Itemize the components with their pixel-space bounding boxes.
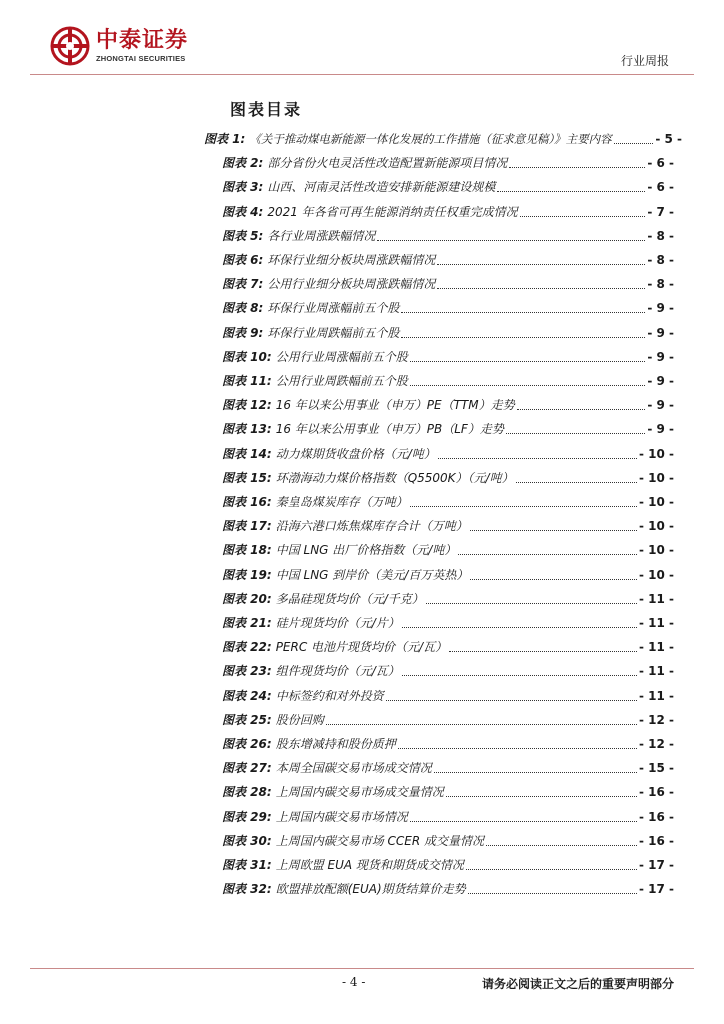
toc-item[interactable]	[222, 348, 674, 366]
toc-item-page: - 11 -	[638, 664, 674, 679]
toc-item-title: 公用行业周涨幅前五个股	[275, 349, 408, 364]
toc-item-page: - 10 -	[638, 543, 674, 558]
toc-item-leader-dots	[410, 505, 637, 507]
toc-item-leader-dots	[466, 868, 637, 870]
toc-item-label: 图表 13:	[222, 422, 272, 437]
toc-item-label: 图表 14:	[222, 446, 272, 461]
toc-item-title: 组件现货均价（元/瓦）	[275, 664, 400, 679]
toc-item-page: - 12 -	[638, 737, 674, 751]
toc-item-title: 环保行业周跌幅前五个股	[267, 325, 400, 340]
toc-item-title: 中国 LNG 出厂价格指数（元/吨）	[275, 543, 457, 558]
toc-item-page: - 10 -	[638, 495, 674, 509]
toc-item-page: - 10 -	[638, 567, 674, 582]
toc-item-label: 图表 15:	[222, 470, 272, 485]
toc-item[interactable]	[222, 396, 674, 414]
toc-item[interactable]	[222, 832, 674, 850]
toc-item-leader-dots	[398, 747, 637, 749]
toc-item-title: 秦皇岛煤炭库存（万吨）	[275, 495, 408, 509]
toc-item[interactable]	[204, 130, 682, 148]
toc-item[interactable]	[222, 517, 674, 535]
toc-item-label: 图表 10:	[222, 349, 272, 364]
logo-chinese-name: 中泰证券	[96, 28, 189, 53]
toc-item-page: - 10 -	[638, 446, 674, 461]
toc-item-title: 部分省份火电灵活性改造配置新能源项目情况	[267, 156, 508, 171]
page-header	[0, 0, 724, 80]
toc-item[interactable]	[222, 614, 674, 632]
toc-item[interactable]	[222, 735, 674, 753]
toc-item-page: - 9 -	[647, 398, 674, 413]
toc-item[interactable]	[222, 808, 674, 826]
toc-item-leader-dots	[470, 578, 637, 580]
toc-item-title: 各行业周涨跌幅情况	[267, 228, 376, 243]
toc-item[interactable]	[222, 275, 674, 293]
toc-item-title: 欧盟排放配额(EUA)期货结算价走势	[275, 882, 466, 897]
toc-item-title: 环保行业细分板块周涨跌幅情况	[267, 253, 436, 267]
toc-item-label: 图表 26:	[222, 737, 272, 751]
toc-item-title: 16 年以来公用事业（申万）PB（LF）走势	[275, 422, 504, 437]
toc-item-label: 图表 29:	[222, 809, 272, 824]
toc-item-page: - 15 -	[638, 761, 674, 776]
toc-item-leader-dots	[438, 457, 637, 459]
toc-item-leader-dots	[386, 699, 637, 701]
toc-item[interactable]	[222, 299, 674, 317]
page-number: - 4 -	[342, 975, 366, 989]
toc-item-title: 股份回购	[275, 712, 324, 727]
toc-item-leader-dots	[520, 215, 646, 217]
toc-item[interactable]	[222, 711, 674, 729]
toc-item-leader-dots	[401, 336, 645, 338]
toc-title: 图表目录	[230, 100, 303, 119]
toc-item[interactable]	[222, 541, 674, 559]
toc-item-leader-dots	[326, 723, 637, 725]
toc-item-title: 沿海六港口炼焦煤库存合计（万吨）	[275, 519, 468, 534]
toc-item-title: 上周国内碳交易市场成交量情况	[275, 785, 444, 800]
zhongtai-logo-icon	[50, 26, 90, 66]
toc-item-leader-dots	[377, 239, 645, 241]
disclaimer: 请务必阅读正文之后的重要声明部分	[481, 977, 674, 991]
toc-item-label: 图表 25:	[222, 712, 272, 727]
toc-item-label: 图表 18:	[222, 543, 272, 558]
toc-item-title: 环渤海动力煤价格指数（Q5500K）（元/吨）	[275, 470, 514, 485]
toc-item-label: 图表 2:	[222, 156, 264, 171]
toc-item-title: 上周国内碳交易市场情况	[275, 809, 408, 824]
toc-item-leader-dots	[402, 674, 637, 676]
toc-item[interactable]	[222, 638, 674, 656]
toc-item-label: 图表 28:	[222, 785, 272, 800]
toc-item[interactable]	[222, 469, 674, 487]
toc-item-page: - 11 -	[638, 640, 674, 655]
toc-item-leader-dots	[410, 384, 646, 386]
toc-item-label: 图表 1:	[204, 132, 246, 146]
toc-item-label: 图表 22:	[222, 640, 272, 655]
toc-item-page: - 16 -	[638, 785, 674, 800]
toc-item-page: - 10 -	[638, 519, 674, 534]
toc-item-label: 图表 12:	[222, 398, 272, 413]
toc-item[interactable]	[222, 880, 674, 898]
header-divider	[30, 74, 694, 75]
toc-item-leader-dots	[434, 771, 637, 773]
toc-item-label: 图表 5:	[222, 228, 264, 243]
toc-item-label: 图表 27:	[222, 761, 272, 776]
toc-item-title: 2021 年各省可再生能源消纳责任权重完成情况	[267, 204, 518, 219]
toc-item-title: 本周全国碳交易市场成交情况	[275, 761, 432, 776]
toc-item-leader-dots	[497, 190, 645, 192]
toc-item[interactable]	[222, 178, 674, 196]
toc-item-page: - 9 -	[647, 325, 674, 340]
toc-item-label: 图表 23:	[222, 664, 272, 679]
toc-item[interactable]	[222, 590, 674, 608]
toc-item-leader-dots	[410, 820, 637, 822]
toc-item-label: 图表 6:	[222, 253, 264, 267]
logo-english-name: ZHONGTAI SECURITIES	[96, 54, 186, 63]
toc-item[interactable]	[222, 251, 674, 269]
toc-item[interactable]	[222, 372, 674, 390]
toc-item-label: 图表 32:	[222, 882, 272, 897]
footer-divider	[30, 968, 694, 969]
toc-item-page: - 6 -	[647, 156, 674, 171]
toc-item-page: - 9 -	[647, 374, 674, 388]
toc-item-leader-dots	[437, 287, 645, 289]
toc-item-page: - 8 -	[647, 277, 674, 292]
toc-item-label: 图表 7:	[222, 277, 264, 292]
toc-item[interactable]	[222, 154, 674, 172]
toc-item-leader-dots	[506, 432, 645, 434]
toc-item-leader-dots	[402, 626, 637, 628]
toc-item-label: 图表 31:	[222, 858, 272, 872]
toc-item-page: - 11 -	[638, 616, 674, 630]
report-type: 行业周报	[620, 54, 669, 68]
toc-item-title: 环保行业周涨幅前五个股	[267, 301, 400, 316]
toc-item[interactable]	[222, 227, 674, 245]
toc-item-title: 公用行业细分板块周涨跌幅情况	[267, 277, 436, 292]
toc-item-label: 图表 17:	[222, 519, 272, 534]
toc-item-page: - 5 -	[655, 132, 682, 146]
toc-item-page: - 16 -	[638, 809, 674, 824]
toc-item-leader-dots	[509, 166, 645, 168]
toc-item[interactable]	[222, 759, 674, 777]
toc-item-page: - 8 -	[647, 228, 674, 243]
toc-item-leader-dots	[470, 529, 637, 531]
toc-item-page: - 17 -	[638, 882, 674, 897]
toc-item-leader-dots	[486, 844, 637, 846]
toc-item-label: 图表 11:	[222, 374, 272, 388]
toc-item-page: - 9 -	[647, 349, 674, 364]
toc-item-leader-dots	[449, 650, 637, 652]
toc-item-label: 图表 30:	[222, 833, 272, 848]
toc-item[interactable]	[222, 203, 674, 221]
toc-item-page: - 17 -	[638, 858, 674, 872]
toc-item-title: PERC 电池片现货均价（元/瓦）	[275, 640, 448, 655]
toc-item[interactable]	[222, 566, 674, 584]
toc-item-title: 上周国内碳交易市场 CCER 成交量情况	[275, 833, 484, 848]
toc-item-label: 图表 20:	[222, 591, 272, 606]
toc-item-page: - 7 -	[647, 204, 674, 219]
toc-item-title: 中国 LNG 到岸价（美元/百万英热）	[275, 567, 469, 582]
toc-item-label: 图表 9:	[222, 325, 264, 340]
toc-item-title: 《关于推动煤电新能源一体化发展的工作措施（征求意见稿）》主要内容	[249, 132, 612, 146]
toc-item[interactable]	[222, 783, 674, 801]
toc-item-page: - 8 -	[647, 253, 674, 267]
toc-item-page: - 16 -	[638, 833, 674, 848]
toc-item-title: 中标签约和对外投资	[275, 688, 384, 703]
toc-item-leader-dots	[446, 795, 637, 797]
toc-item[interactable]	[222, 856, 674, 874]
toc-item-leader-dots	[410, 360, 646, 362]
toc-item-page: - 9 -	[647, 422, 674, 437]
toc-item-page: - 6 -	[647, 180, 674, 195]
toc-item[interactable]	[222, 662, 674, 680]
toc-item-label: 图表 21:	[222, 616, 272, 630]
toc-item-label: 图表 3:	[222, 180, 264, 195]
toc-item-leader-dots	[517, 408, 646, 410]
toc-item-label: 图表 24:	[222, 688, 272, 703]
toc-item-title: 硅片现货均价（元/片）	[275, 616, 400, 630]
toc-item[interactable]	[222, 445, 674, 463]
toc-item-title: 山西、河南灵活性改造安排新能源建设规模	[267, 180, 496, 195]
toc-item-leader-dots	[458, 553, 637, 555]
toc-item-leader-dots	[516, 481, 637, 483]
toc-item-label: 图表 16:	[222, 495, 272, 509]
toc-item[interactable]	[222, 493, 674, 511]
toc-item-title: 多晶硅现货均价（元/千克）	[275, 591, 424, 606]
toc-item-page: - 11 -	[638, 688, 674, 703]
toc-item-leader-dots	[426, 602, 637, 604]
toc-item-title: 股东增减持和股份质押	[275, 737, 396, 751]
toc-item-page: - 10 -	[638, 470, 674, 485]
toc-item-leader-dots	[468, 892, 637, 894]
toc-item-title: 动力煤期货收盘价格（元/吨）	[275, 446, 436, 461]
toc-item-page: - 11 -	[638, 591, 674, 606]
toc-item-title: 16 年以来公用事业（申万）PE（TTM）走势	[275, 398, 515, 413]
toc-item-page: - 9 -	[647, 301, 674, 316]
toc-item-label: 图表 19:	[222, 567, 272, 582]
company-logo	[50, 26, 188, 66]
toc-item-leader-dots	[437, 263, 645, 265]
toc-item-label: 图表 8:	[222, 301, 264, 316]
toc-item-page: - 12 -	[638, 712, 674, 727]
toc-item-leader-dots	[401, 311, 645, 313]
toc-item-leader-dots	[614, 142, 654, 144]
toc-item-title: 上周欧盟 EUA 现货和期货成交情况	[275, 858, 464, 872]
toc-item-label: 图表 4:	[222, 204, 264, 219]
toc-item-title: 公用行业周跌幅前五个股	[275, 374, 408, 388]
toc-item[interactable]	[222, 324, 674, 342]
toc-item[interactable]	[222, 687, 674, 705]
toc-item[interactable]	[222, 420, 674, 438]
